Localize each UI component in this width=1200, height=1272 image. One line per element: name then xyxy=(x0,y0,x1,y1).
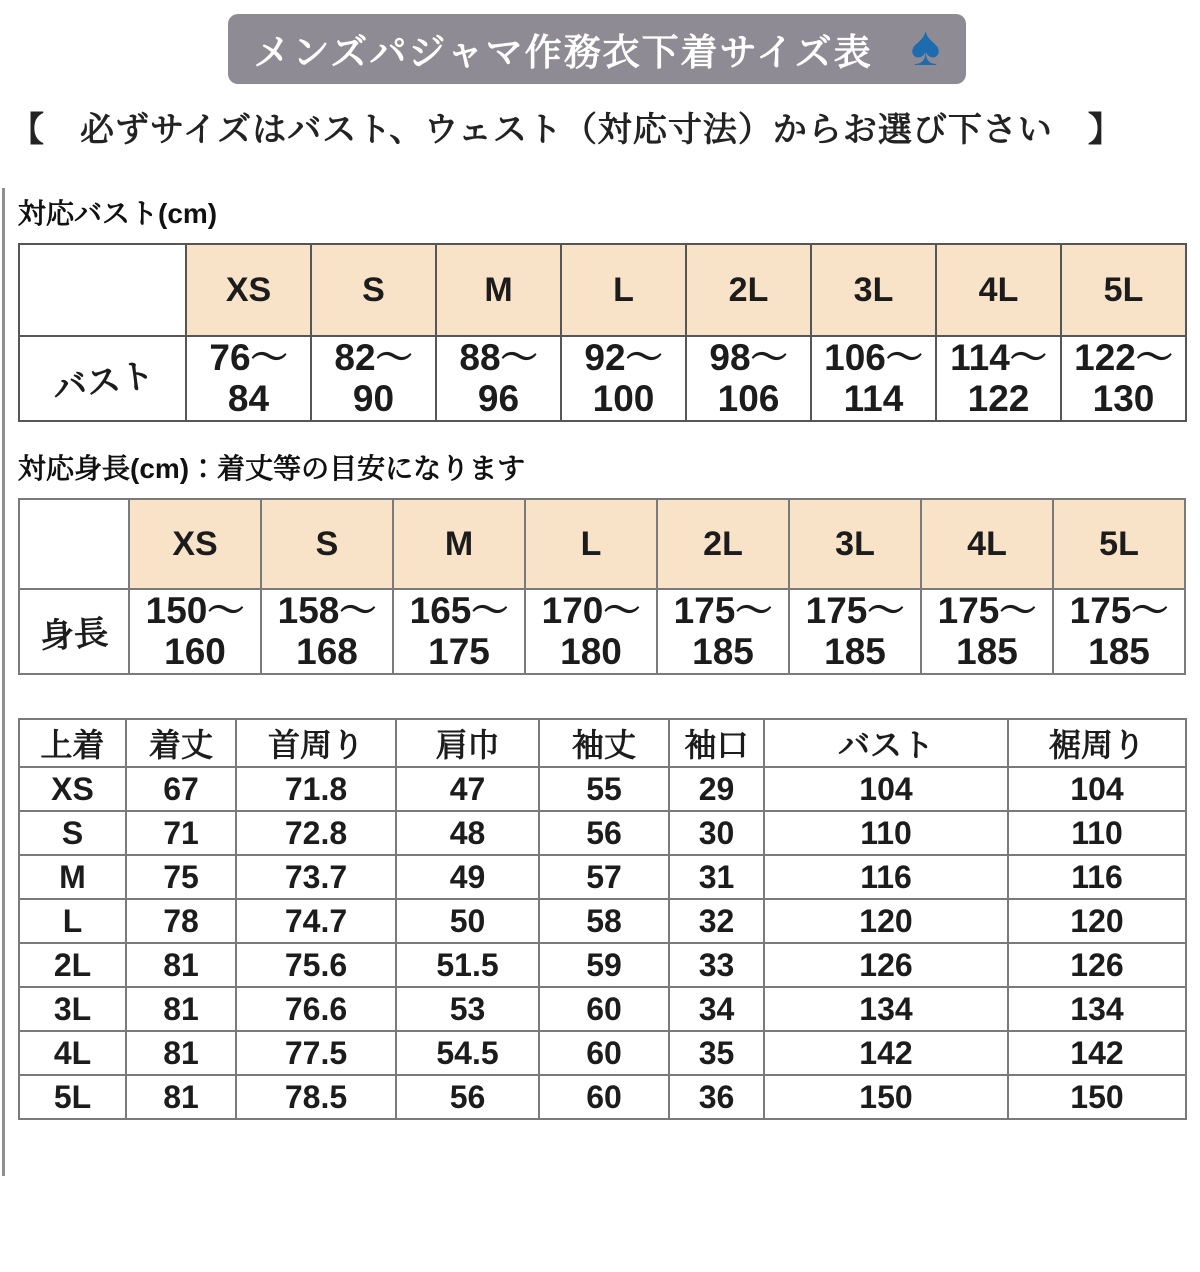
measurement-cell: 142 xyxy=(764,1031,1008,1075)
row-label-text: 身長 xyxy=(39,614,110,656)
measurement-cell: 81 xyxy=(126,943,236,987)
range-to: 96 xyxy=(477,378,520,420)
measurement-cell: 104 xyxy=(764,767,1008,811)
measurement-cell: 60 xyxy=(539,1075,669,1119)
height-section-label: 対応身長(cm)：着丈等の目安になります xyxy=(18,453,526,484)
range-to: 175 xyxy=(428,631,490,673)
range-from: 175～ xyxy=(673,590,773,631)
measurement-cell: 30 xyxy=(669,811,764,855)
spade-icon: ♠ xyxy=(910,14,941,77)
size-row-label: M xyxy=(19,855,126,899)
column-header-cell: 袖丈 xyxy=(539,719,669,767)
measurement-cell: 35 xyxy=(669,1031,764,1075)
measurement-cell: 57 xyxy=(539,855,669,899)
column-header-cell: 首周り xyxy=(236,719,396,767)
measurement-cell: 36 xyxy=(669,1075,764,1119)
range-from: 158～ xyxy=(277,590,377,631)
measurement-cell: 56 xyxy=(396,1075,539,1119)
measurement-cell: 55 xyxy=(539,767,669,811)
measurement-cell: 51.5 xyxy=(396,943,539,987)
range-cell xyxy=(811,336,936,421)
column-header-cell: 着丈 xyxy=(126,719,236,767)
column-header-cell: 裾周り xyxy=(1008,719,1186,767)
range-to: 180 xyxy=(560,631,622,673)
size-row-label: 4L xyxy=(19,1031,126,1075)
range-cell xyxy=(1053,589,1185,674)
column-header-cell: 肩巾 xyxy=(396,719,539,767)
title-banner xyxy=(228,14,966,84)
measurement-cell: 50 xyxy=(396,899,539,943)
measurement-cell: 120 xyxy=(764,899,1008,943)
measurement-cell: 54.5 xyxy=(396,1031,539,1075)
range-cell xyxy=(261,589,393,674)
size-row-label: S xyxy=(19,811,126,855)
column-header-cell: 袖口 xyxy=(669,719,764,767)
measurement-cell: 29 xyxy=(669,767,764,811)
size-header-cell: 5L xyxy=(1053,499,1185,589)
measurement-cell: 74.7 xyxy=(236,899,396,943)
column-header-cell: 上着 xyxy=(19,719,126,767)
measurement-cell: 33 xyxy=(669,943,764,987)
range-from: 175～ xyxy=(937,590,1037,631)
range-to: 84 xyxy=(227,378,270,420)
column-header-cell: バスト xyxy=(764,719,1008,767)
measurement-cell: 75 xyxy=(126,855,236,899)
table-row xyxy=(19,943,1186,987)
measurement-cell: 81 xyxy=(126,987,236,1031)
measurement-cell: 81 xyxy=(126,1031,236,1075)
size-header-cell: S xyxy=(261,499,393,589)
size-header-cell: L xyxy=(525,499,657,589)
range-cell xyxy=(686,336,811,421)
range-cell xyxy=(129,589,261,674)
measurement-cell: 59 xyxy=(539,943,669,987)
range-to: 106 xyxy=(717,378,780,420)
size-header-cell: XS xyxy=(186,244,311,336)
size-row-label: 3L xyxy=(19,987,126,1031)
range-to: 114 xyxy=(843,378,904,420)
measurement-cell: 110 xyxy=(1008,811,1186,855)
measurement-cell: 77.5 xyxy=(236,1031,396,1075)
measurement-cell: 47 xyxy=(396,767,539,811)
measurement-cell: 71.8 xyxy=(236,767,396,811)
measurement-cell: 67 xyxy=(126,767,236,811)
table-row xyxy=(19,811,1186,855)
measurement-cell: 142 xyxy=(1008,1031,1186,1075)
size-header-cell: M xyxy=(436,244,561,336)
table-row xyxy=(19,855,1186,899)
size-header-cell: 3L xyxy=(789,499,921,589)
measurement-cell: 78 xyxy=(126,899,236,943)
table-row xyxy=(19,1031,1186,1075)
range-cell xyxy=(393,589,525,674)
range-cell xyxy=(936,336,1061,421)
range-cell xyxy=(186,336,311,421)
size-header-cell: L xyxy=(561,244,686,336)
measurement-cell: 120 xyxy=(1008,899,1186,943)
range-from: 165～ xyxy=(409,590,509,631)
measurement-cell: 73.7 xyxy=(236,855,396,899)
height-size-table xyxy=(18,498,1186,675)
measurement-cell: 75.6 xyxy=(236,943,396,987)
range-cell xyxy=(561,336,686,421)
size-row-label: L xyxy=(19,899,126,943)
measurement-cell: 81 xyxy=(126,1075,236,1119)
table-row xyxy=(19,899,1186,943)
range-to: 100 xyxy=(592,378,655,420)
measurement-cell: 58 xyxy=(539,899,669,943)
table-row xyxy=(19,1075,1186,1119)
size-header-cell: 2L xyxy=(657,499,789,589)
range-from: 175～ xyxy=(805,590,905,631)
measurement-cell: 134 xyxy=(764,987,1008,1031)
size-header-cell: S xyxy=(311,244,436,336)
size-header-cell: 3L xyxy=(811,244,936,336)
range-from: 122～ xyxy=(1074,337,1173,378)
measurement-cell: 116 xyxy=(1008,855,1186,899)
range-from: 175～ xyxy=(1069,590,1169,631)
range-from: 98～ xyxy=(709,337,788,378)
measurement-cell: 126 xyxy=(1008,943,1186,987)
measurement-cell: 72.8 xyxy=(236,811,396,855)
corner-cell xyxy=(19,499,129,589)
size-header-cell: M xyxy=(393,499,525,589)
range-to: 168 xyxy=(296,631,358,673)
range-to: 185 xyxy=(1088,631,1150,673)
range-to: 130 xyxy=(1092,378,1155,420)
row-label-cell xyxy=(19,589,129,674)
bust-section-label: 対応バスト(cm) xyxy=(18,198,218,229)
measurement-cell: 32 xyxy=(669,899,764,943)
range-from: 82～ xyxy=(334,337,413,378)
range-from: 170～ xyxy=(541,590,641,631)
size-row-label: 5L xyxy=(19,1075,126,1119)
range-cell xyxy=(657,589,789,674)
size-header-cell: 5L xyxy=(1061,244,1186,336)
measurement-cell: 78.5 xyxy=(236,1075,396,1119)
corner-cell xyxy=(19,244,186,336)
range-cell xyxy=(1061,336,1186,421)
range-cell xyxy=(789,589,921,674)
size-header-cell: 4L xyxy=(921,499,1053,589)
range-from: 150～ xyxy=(145,590,245,631)
measurement-cell: 60 xyxy=(539,1031,669,1075)
table-row xyxy=(19,767,1186,811)
measurement-cell: 34 xyxy=(669,987,764,1031)
range-to: 185 xyxy=(692,631,754,673)
range-to: 160 xyxy=(164,631,226,673)
selection-notice: 【 必ずサイズはバスト、ウェスト（対応寸法）からお選び下さい 】 xyxy=(10,111,1123,149)
measurement-cell: 126 xyxy=(764,943,1008,987)
measurement-cell: 134 xyxy=(1008,987,1186,1031)
range-to: 185 xyxy=(824,631,886,673)
range-cell xyxy=(311,336,436,421)
measurement-cell: 53 xyxy=(396,987,539,1031)
size-header-cell: 2L xyxy=(686,244,811,336)
range-to: 185 xyxy=(956,631,1018,673)
page-title: メンズパジャマ作務衣下着サイズ表 xyxy=(253,32,873,73)
size-header-cell: XS xyxy=(129,499,261,589)
range-from: 88～ xyxy=(459,337,538,378)
row-label-cell xyxy=(19,336,186,421)
range-to: 122 xyxy=(967,378,1030,420)
range-cell xyxy=(525,589,657,674)
measurement-cell: 150 xyxy=(764,1075,1008,1119)
measurement-cell: 104 xyxy=(1008,767,1186,811)
range-cell xyxy=(921,589,1053,674)
size-row-label: 2L xyxy=(19,943,126,987)
bust-size-table xyxy=(18,243,1187,422)
range-from: 106～ xyxy=(824,337,923,378)
measurement-cell: 71 xyxy=(126,811,236,855)
page-left-border xyxy=(2,188,5,1176)
range-to: 90 xyxy=(352,378,395,420)
measurement-cell: 116 xyxy=(764,855,1008,899)
size-row-label: XS xyxy=(19,767,126,811)
measurement-cell: 60 xyxy=(539,987,669,1031)
range-cell xyxy=(436,336,561,421)
measurement-cell: 150 xyxy=(1008,1075,1186,1119)
measurement-cell: 31 xyxy=(669,855,764,899)
row-label-text: バスト xyxy=(49,355,157,408)
measurement-cell: 76.6 xyxy=(236,987,396,1031)
range-from: 114～ xyxy=(950,337,1047,378)
size-header-cell: 4L xyxy=(936,244,1061,336)
range-from: 92～ xyxy=(584,337,663,378)
table-row xyxy=(19,987,1186,1031)
measurement-cell: 49 xyxy=(396,855,539,899)
measurement-cell: 110 xyxy=(764,811,1008,855)
range-from: 76～ xyxy=(209,337,288,378)
measurement-cell: 56 xyxy=(539,811,669,855)
jacket-measurements-table xyxy=(18,718,1187,1120)
measurement-cell: 48 xyxy=(396,811,539,855)
